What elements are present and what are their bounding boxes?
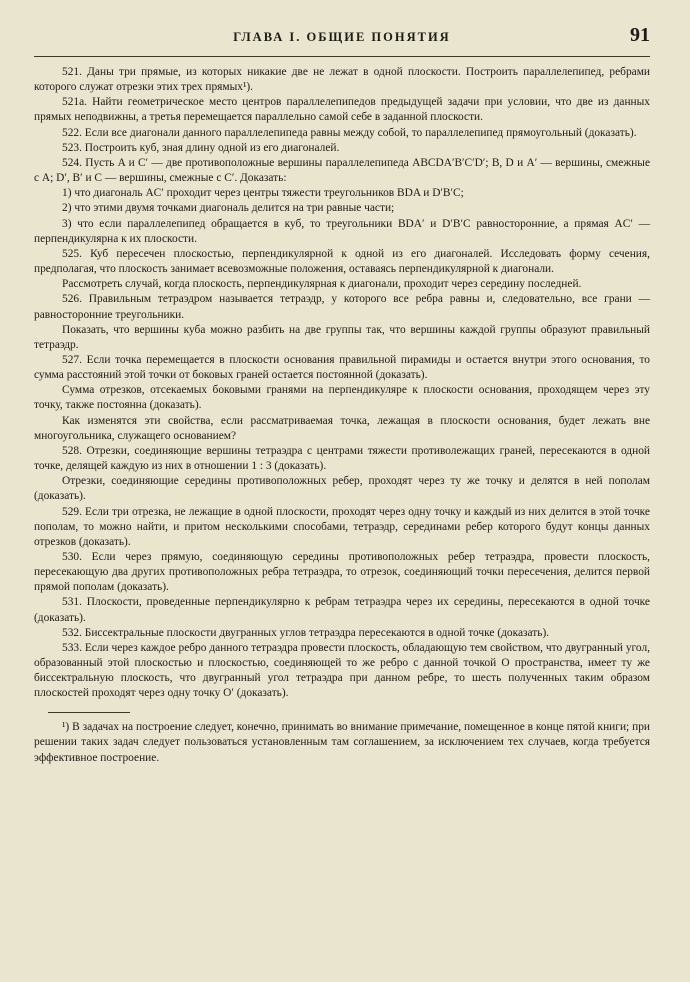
problem-524: 524. Пусть A и C′ — две противоположные вершины параллелепипеда ABCDA′B′C′D′; B, D и A′ — вершины, смежные с A; D′, B′ и C — вершины, смежные с C′. Доказать: <box>34 156 650 185</box>
problem-531: 531. Плоскости, проведенные перпендикулярно к ребрам тетраэдра через их середины, пересекаются в одной точке (доказать). <box>34 596 650 624</box>
problem-533: 533. Если через каждое ребро данного тетраэдра провести плоскость, обладающую тем свойством, что двугранный угол, образованный этой плоскостью и плоскостью, соединяющей то же ребро с данной точкой O пространства, имеет ту же биссектральную плоскость, что двугранный угол тетраэдра при данном ребре, то шесть полученных таким образом плоскостей проходят через одну точку O′ (доказать). <box>34 641 650 700</box>
footnote-divider <box>48 712 130 713</box>
problem-529: 529. Если три отрезка, не лежащие в одной плоскости, проходят через одну точку и каждый из них делится в этой точке пополам, то можно найти, и притом несколькими способами, тетраэдр, серединами ребер которого будут концы данных отрезков (доказать). <box>34 505 650 548</box>
problem-521a: 521а. Найти геометрическое место центров параллелепипедов предыдущей задачи при условии, что две из данных прямых неподвижны, а третья перемещается параллельно самой себе в заданной плоскости. <box>34 96 650 124</box>
problem-527-note-1: Сумма отрезков, отсекаемых боковыми гранями на перпендикуляре к плоскости основания, проходящем через эту точку, также постоянна (доказать). <box>34 384 650 412</box>
problem-526-note: Показать, что вершины куба можно разбить на две группы так, что вершины каждой группы образуют правильный тетраэдр. <box>34 323 650 351</box>
problem-527: 527. Если точка перемещается в плоскости основания правильной пирамиды и остается внутри этого основания, то сумма расстояний этой точки от боковых граней остается постоянной (доказать). <box>34 353 650 382</box>
problem-527-note-2: Как изменятся эти свойства, если рассматриваемая точка, лежащая в плоскости основания, будет лежать вне многоугольника, служащего основанием? <box>34 414 650 442</box>
problem-530: 530. Если через прямую, соединяющую середины противоположных ребер тетраэдра, провести плоскость, пересекающую два других противоположных ребра тетраэдра, то отрезок, соединяющий точки пересечения, делится первой прямой пополам (доказать). <box>34 551 650 594</box>
problem-524-item-1: 1) что диагональ AC′ проходит через центры тяжести треугольников BDA и D′B′C; <box>62 187 464 200</box>
problem-524-item-2: 2) что этими двумя точками диагональ делится на три равные части; <box>62 202 395 215</box>
problem-528: 528. Отрезки, соединяющие вершины тетраэдра с центрами тяжести противолежащих граней, пересекаются в одной точке, делящей каждую из них в отношении 1 : 3 (доказать). <box>34 444 650 473</box>
problem-526: 526. Правильным тетраэдром называется тетраэдр, у которого все ребра равны и, следовательно, все грани — равносторонние треугольники. <box>34 293 650 321</box>
problem-532: 532. Биссектральные плоскости двугранных углов тетраэдра пересекаются в одной точке (доказать). <box>62 626 550 639</box>
problem-523: 523. Построить куб, зная длину одной из его диагоналей. <box>62 141 340 154</box>
footnote-text: ¹) В задачах на построение следует, конечно, принимать во внимание примечание, помещенное в конце пятой книги; при решении таких задач следует пользоваться установленным там соглашением, за исключением тех случаев, когда требуется эффективное построение. <box>34 720 650 764</box>
problem-525-note: Рассмотреть случай, когда плоскость, перпендикулярная к диагонали, проходит через середину последней. <box>62 278 582 291</box>
problem-522: 522. Если все диагонали данного параллелепипеда равны между собой, то параллелепипед прямоугольный (доказать). <box>62 126 637 139</box>
footnote <box>34 720 650 767</box>
problem-524-item-3: 3) что если параллелепипед обращается в куб, то треугольники BDA′ и D′B′C равносторонние, а прямая AC′ — перпендикулярна к их плоскости. <box>34 217 650 245</box>
problem-525: 525. Куб пересечен плоскостью, перпендикулярной к одной из его диагоналей. Исследовать форму сечения, предполагая, что плоскость занимает всевозможные положения, оставаясь перпендикулярной к диагонали. <box>34 247 650 276</box>
problem-521: 521. Даны три прямые, из которых никакие две не лежат в одной плоскости. Построить параллелепипед, ребрами которого служат отрезки этих трех прямых¹). <box>34 66 650 94</box>
body-text <box>34 65 650 702</box>
chapter-title: ГЛАВА I. ОБЩИЕ ПОНЯТИЯ <box>233 30 451 44</box>
problem-528-note: Отрезки, соединяющие середины противоположных ребер, проходят через ту же точку и делятся в ней пополам (доказать). <box>34 475 650 503</box>
page-number: 91 <box>630 24 650 46</box>
running-header <box>34 24 650 57</box>
